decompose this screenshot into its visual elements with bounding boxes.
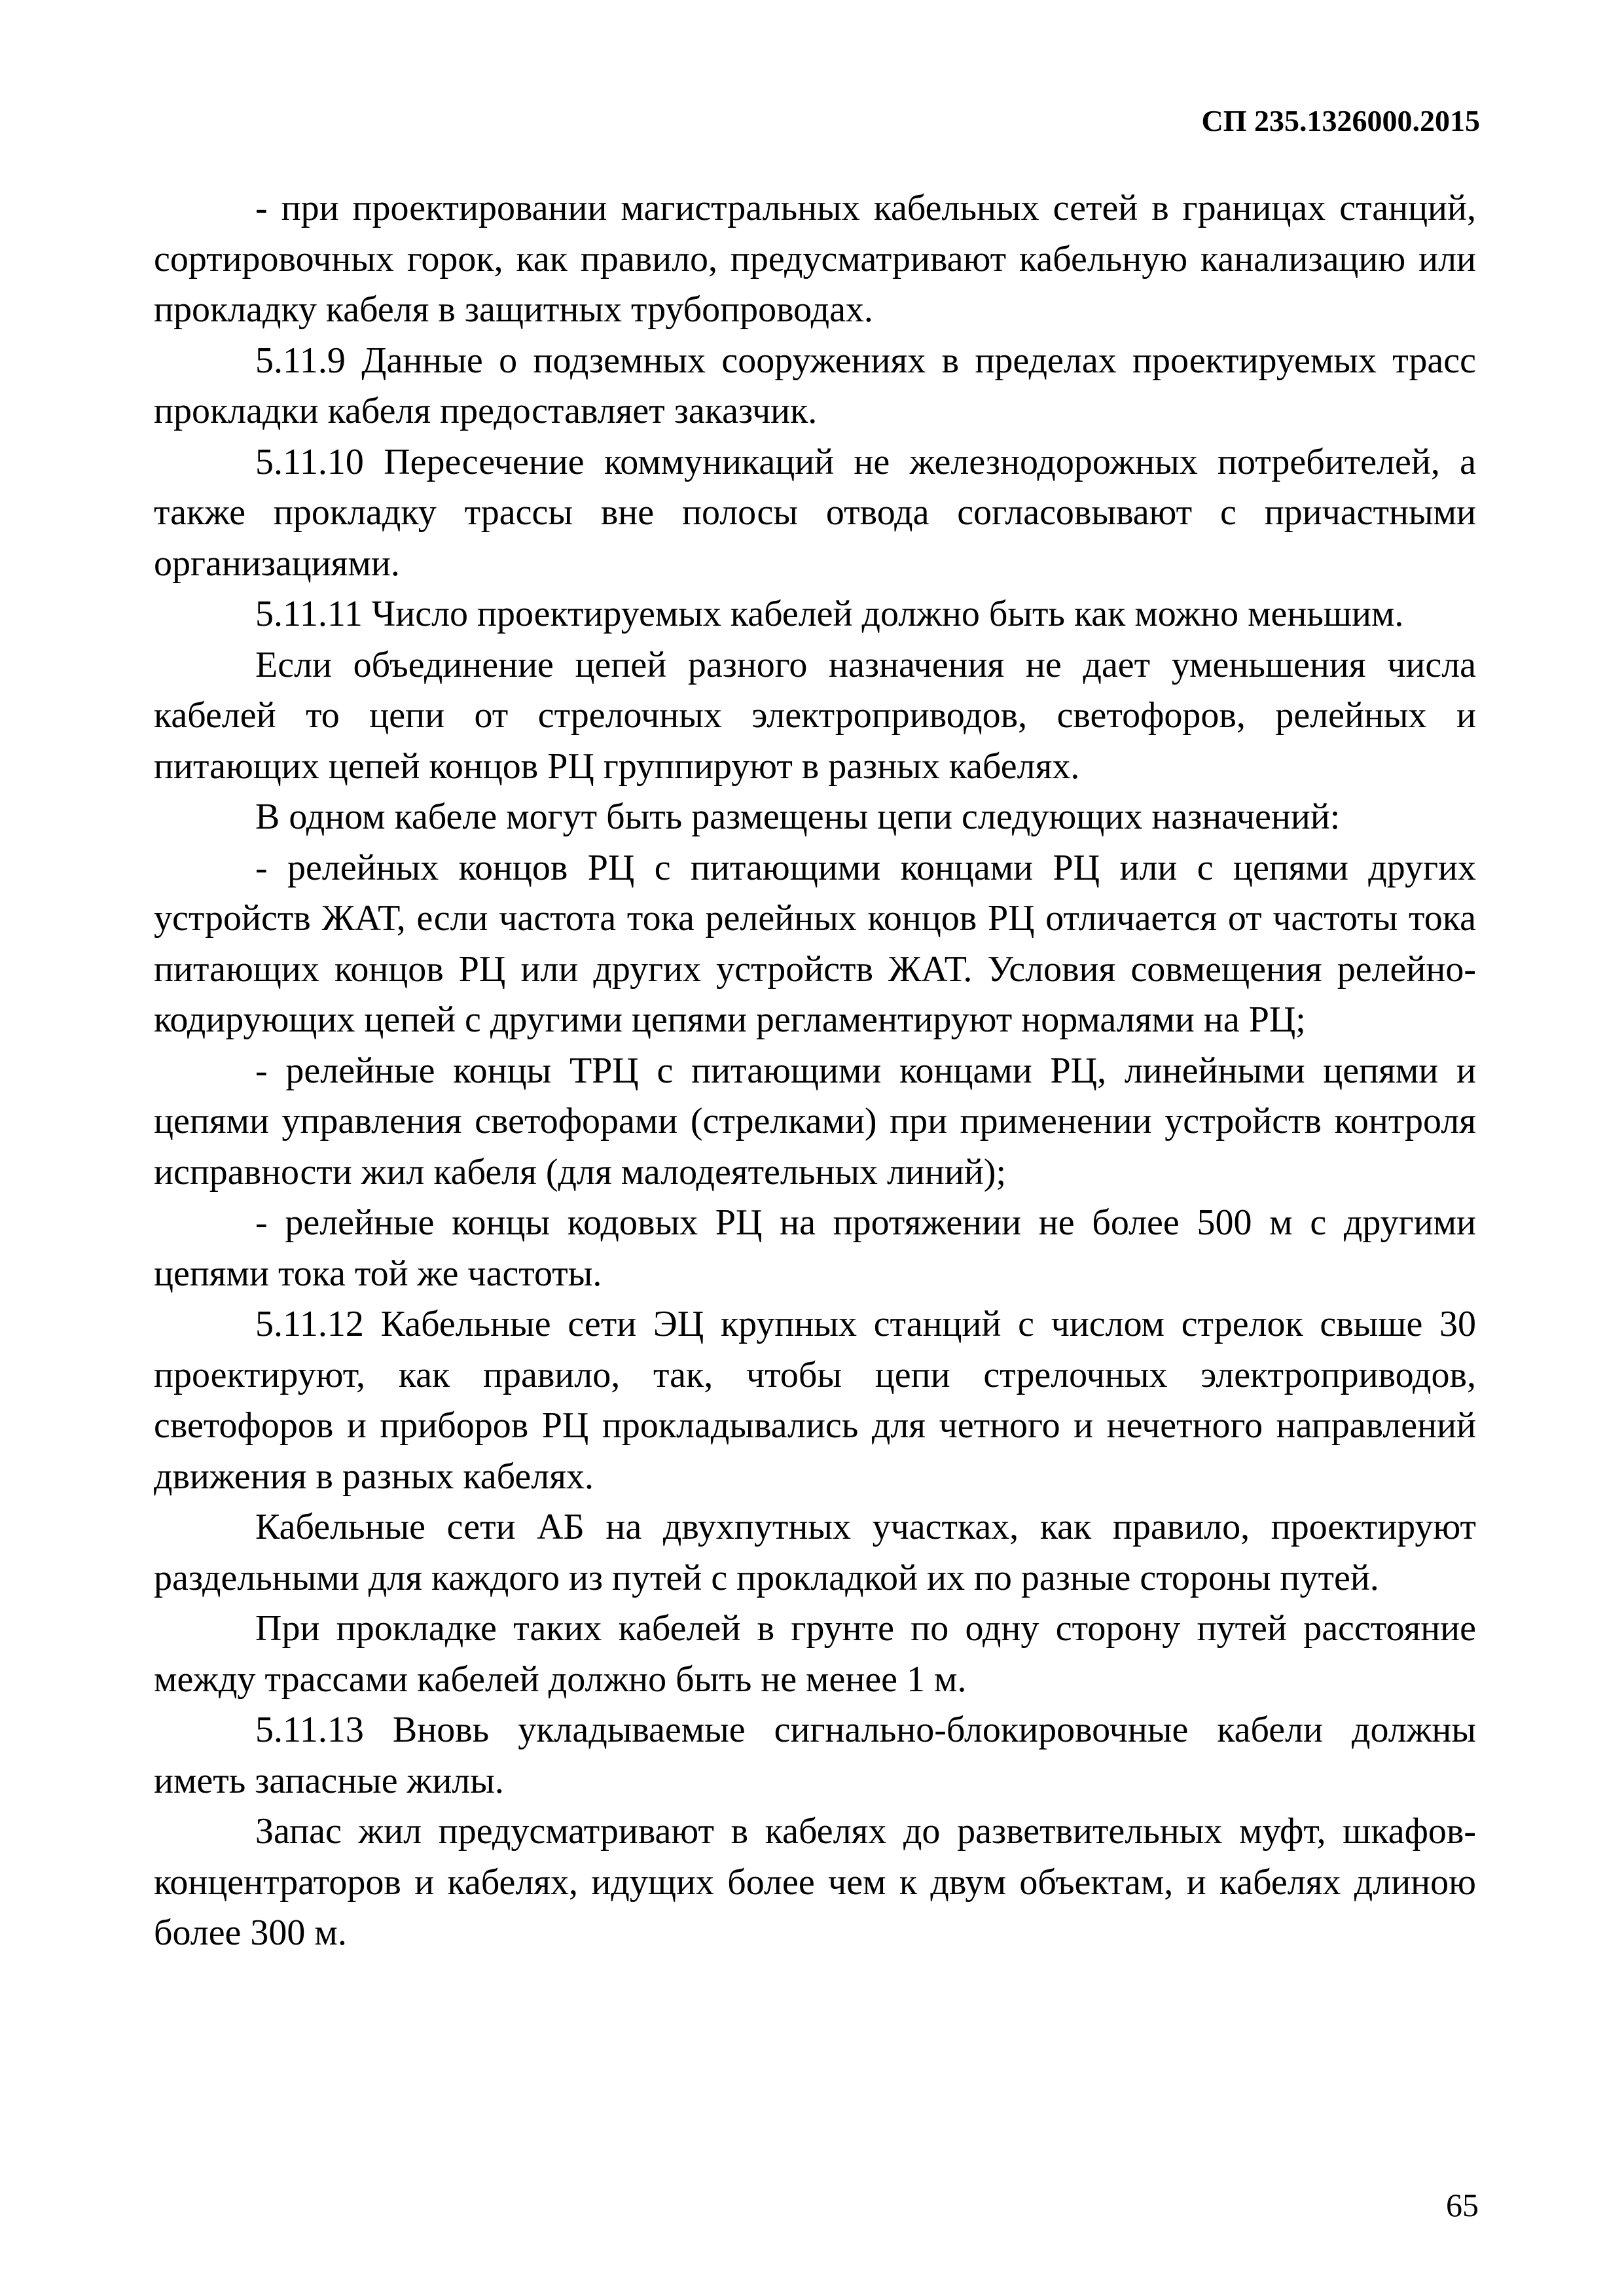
body-text	[154, 183, 1476, 1959]
paragraph: Если объединение цепей разного назначения не дает уменьшения числа кабелей то цепи от стрелочных электроприводов, светофоров, релейных и питающих цепей концов РЦ группируют в разных кабелях.	[154, 644, 1476, 787]
paragraph: - релейных концов РЦ с питающими концами РЦ или с цепями других устройств ЖАТ, если частота тока релейных концов РЦ отличается от частоты тока питающих концов РЦ или других устройств ЖАТ. Условия совмещения релейно-кодирующих цепей с другими цепями регламентируют нормалями на РЦ;	[154, 847, 1476, 1040]
paragraph: 5.11.13 Вновь укладываемые сигнально-блокировочные кабели должны иметь запасные жилы.	[154, 1710, 1476, 1801]
paragraph: 5.11.9 Данные о подземных сооружениях в пределах проектируемых трасс прокладки кабеля предоставляет заказчик.	[154, 340, 1476, 431]
paragraph: 5.11.12 Кабельные сети ЭЦ крупных станций с числом стрелок свыше 30 проектируют, как правило, так, чтобы цепи стрелочных электроприводов, светофоров и приборов РЦ прокладывались для четного и нечетного направлений движения в разных кабелях.	[154, 1304, 1476, 1497]
paragraph: Кабельные сети АБ на двухпутных участках, как правило, проектируют раздельными для каждого из путей с прокладкой их по разные стороны путей.	[154, 1507, 1476, 1598]
paragraph: 5.11.11 Число проектируемых кабелей должно быть как можно меньшим.	[255, 594, 1404, 634]
paragraph: В одном кабеле могут быть размещены цепи следующих назначений:	[255, 797, 1341, 837]
paragraph: 5.11.10 Пересечение коммуникаций не железнодорожных потребителей, а также прокладку трассы вне полосы отвода согласовывают с причастными организациями.	[154, 441, 1476, 584]
paragraph: - релейные концы ТРЦ с питающими концами РЦ, линейными цепями и цепями управления светофорами (стрелками) при применении устройств контроля исправности жил кабеля (для малодеятельных линий);	[154, 1050, 1476, 1193]
paragraph: При прокладке таких кабелей в грунте по одну сторону путей расстояние между трассами кабелей должно быть не менее 1 м.	[154, 1608, 1476, 1700]
paragraph: Запас жил предусматривают в кабелях до разветвительных муфт, шкафов-концентраторов и кабелях, идущих более чем к двум объектам, и кабелях длиною более 300 м.	[154, 1811, 1476, 1953]
page-number: 65	[1446, 2187, 1479, 2223]
document-code-header: СП 235.1326000.2015	[1201, 104, 1480, 137]
paragraph: - при проектировании магистральных кабельных сетей в границах станций, сортировочных горок, как правило, предусматривают кабельную канализацию или прокладку кабеля в защитных трубопроводах.	[154, 188, 1476, 330]
paragraph: - релейные концы кодовых РЦ на протяжении не более 500 м с другими цепями тока той же частоты.	[154, 1202, 1476, 1294]
